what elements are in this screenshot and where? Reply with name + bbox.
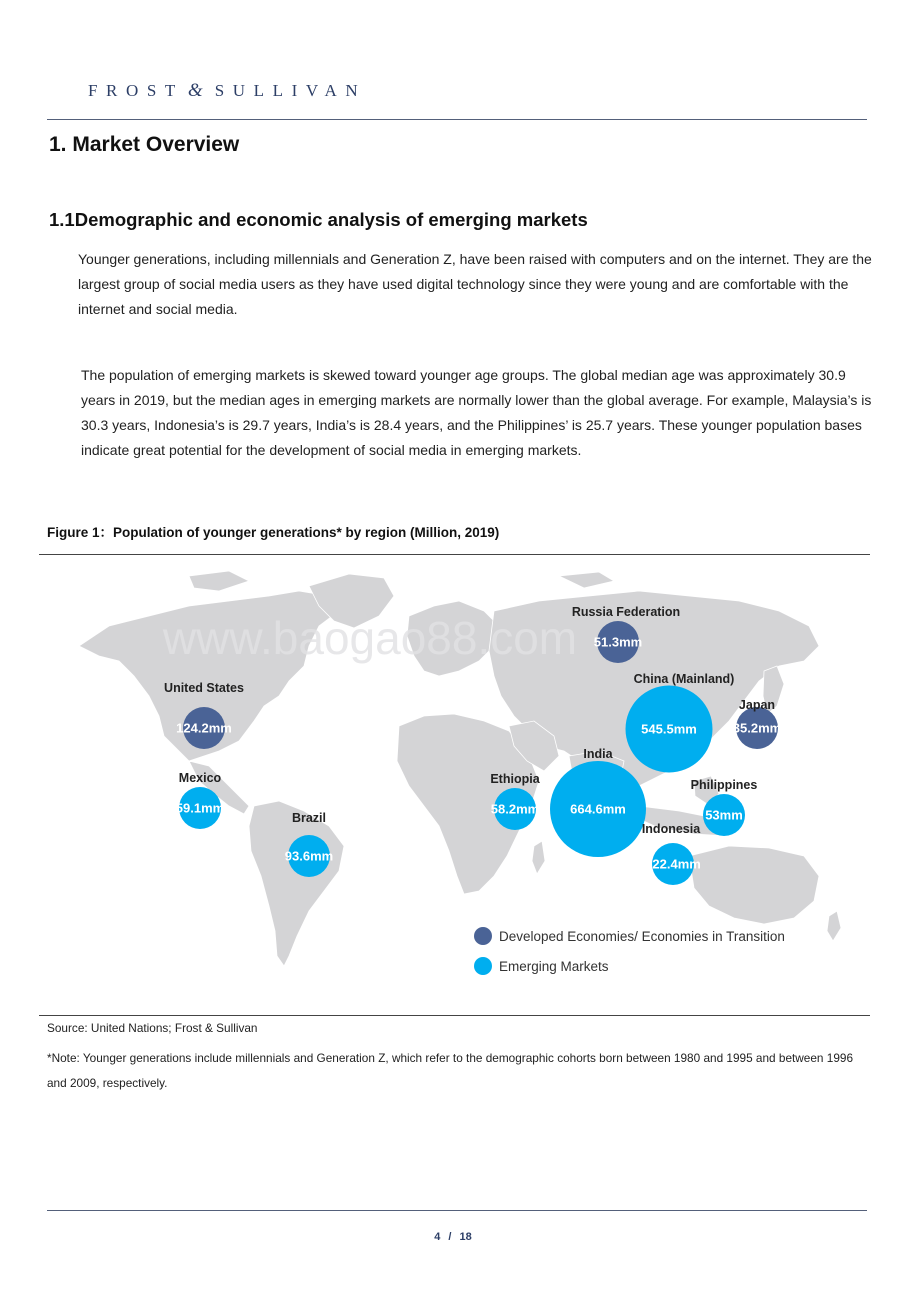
bubble-value-philippines: 53mm bbox=[705, 807, 743, 823]
page-number bbox=[0, 1231, 906, 1243]
figure-source: Source: United Nations; Frost & Sullivan bbox=[47, 1021, 258, 1035]
header-divider bbox=[47, 119, 867, 120]
bubble-name-united-states: United States bbox=[164, 681, 244, 695]
bubble-value-brazil: 93.6mm bbox=[284, 848, 334, 864]
page-separator: / bbox=[448, 1231, 452, 1243]
figure-caption: Figure 1：Population of younger generations* by region (Million, 2019) bbox=[47, 525, 500, 540]
bubble-value-united-states: 124.2mm bbox=[176, 720, 232, 736]
page-total: 18 bbox=[459, 1231, 472, 1243]
bubble-value-indonesia: 122.4mm bbox=[645, 856, 701, 872]
brand-right: SULLIVAN bbox=[214, 81, 367, 100]
bubble-name-ethiopia: Ethiopia bbox=[490, 772, 540, 786]
bubble-name-china-mainland: China (Mainland) bbox=[633, 672, 735, 686]
page-current: 4 bbox=[434, 1231, 441, 1243]
bubble-value-china-mainland: 545.5mm bbox=[641, 721, 697, 737]
paragraph-1: Younger generations, including millennials and Generation Z, have been raised with computers and on the internet. They are the largest group of social media users as they have used digital technology since they were young and are comfortable with the internet and social media. bbox=[78, 251, 872, 317]
bubble-value-japan: 35.2mm bbox=[732, 720, 782, 736]
paragraph-2: The population of emerging markets is skewed toward younger age groups. The global median age was approximately 30.9 years in 2019, but the median ages in emerging markets are normally lower than the global average. For example, Malaysia’s is 30.3 years, Indonesia’s is 29.7 years, India’s is 28.4 years, and the Philippines’ is 25.7 years. These younger population bases indicate great potential for the development of social media in emerging markets. bbox=[81, 367, 872, 458]
brand-ampersand: & bbox=[187, 80, 203, 101]
bubble-name-japan: Japan bbox=[738, 698, 776, 712]
bubble-name-russia-federation: Russia Federation bbox=[571, 605, 681, 619]
footer-divider bbox=[47, 1210, 867, 1211]
legend bbox=[474, 927, 785, 975]
legend-developed-label: Developed Economies/ Economies in Transition bbox=[499, 929, 785, 944]
bubble-value-russia-federation: 51.3mm bbox=[593, 634, 643, 650]
bubble-value-mexico: 59.1mm bbox=[175, 800, 225, 816]
bubble-value-ethiopia: 58.2mm bbox=[490, 801, 540, 817]
bubble-value-india: 664.6mm bbox=[570, 801, 626, 817]
bubble-name-mexico: Mexico bbox=[178, 771, 222, 785]
bubble-name-brazil: Brazil bbox=[291, 811, 327, 825]
brand-left: FROST bbox=[88, 81, 184, 100]
bubble-name-philippines: Philippines bbox=[690, 778, 758, 792]
legend-emerging-dot bbox=[474, 957, 492, 975]
figure-bottom-rule bbox=[39, 1015, 870, 1016]
legend-emerging-label: Emerging Markets bbox=[499, 959, 609, 974]
legend-developed-dot bbox=[474, 927, 492, 945]
watermark-text: www.baogao88.com bbox=[162, 612, 578, 664]
brand-logo bbox=[88, 80, 366, 102]
bubble-map-chart bbox=[39, 556, 870, 1013]
bubble-name-indonesia: Indonesia bbox=[641, 822, 701, 836]
section-title: 1. Market Overview bbox=[49, 133, 240, 156]
subsection-title: 1.1Demographic and economic analysis of emerging markets bbox=[49, 209, 588, 230]
figure-note: *Note: Younger generations include millennials and Generation Z, which refer to the demographic cohorts born between 1980 and 1995 and between 1996 and 2009, respectively. bbox=[47, 1051, 854, 1090]
bubble-name-india: India bbox=[583, 747, 613, 761]
figure-top-rule bbox=[39, 554, 870, 555]
